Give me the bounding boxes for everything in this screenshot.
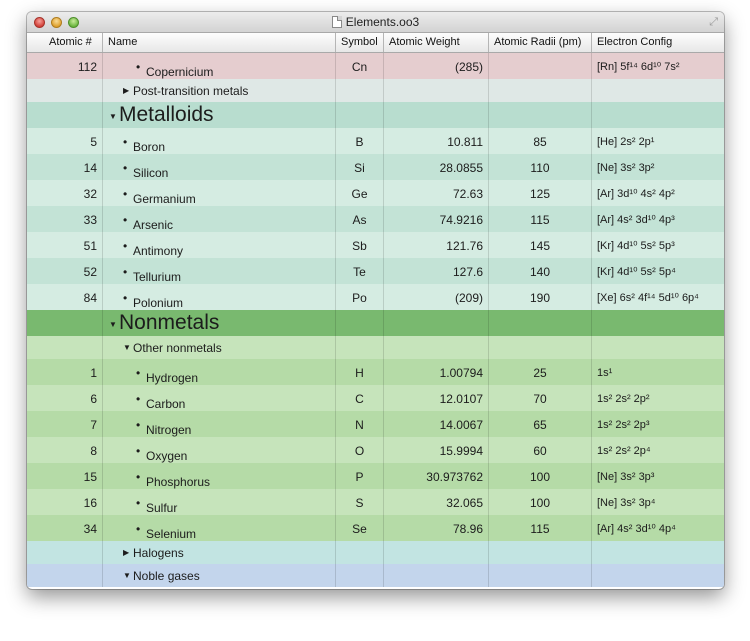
electron-config-cell[interactable]: [Ar] 3d¹⁰ 4s² 4p² xyxy=(597,188,675,200)
name-cell[interactable] xyxy=(103,463,336,489)
column-header-atomic-radii[interactable]: Atomic Radii (pm) xyxy=(489,33,592,52)
atomic-radii-cell[interactable] xyxy=(489,102,592,128)
group-row[interactable] xyxy=(27,79,724,102)
symbol-cell[interactable]: Te xyxy=(336,258,384,284)
atomic-number-cell[interactable]: 51 xyxy=(27,232,103,258)
atomic-weight-cell[interactable]: 12.0107 xyxy=(384,385,489,411)
atomic-radii-cell[interactable]: 85 xyxy=(489,128,592,154)
row-name-text: Selenium xyxy=(146,527,197,541)
atomic-weight-cell[interactable]: 74.9216 xyxy=(384,206,489,232)
row-bullet-icon: • xyxy=(123,161,128,175)
symbol-cell[interactable]: O xyxy=(336,437,384,463)
row-name-text: Tellurium xyxy=(133,270,182,284)
row-bullet-icon: • xyxy=(123,135,128,149)
electron-config-cell[interactable]: [Rn] 5f¹⁴ 6d¹⁰ 7s² xyxy=(597,61,680,73)
name-cell[interactable] xyxy=(103,541,336,564)
atomic-weight-cell[interactable]: 78.96 xyxy=(384,515,489,541)
disclosure-triangle-expanded-icon[interactable]: ▼ xyxy=(109,112,117,121)
atomic-radii-cell[interactable]: 65 xyxy=(489,411,592,437)
name-cell[interactable] xyxy=(103,336,336,359)
electron-config-cell[interactable]: 1s² 2s² 2p⁴ xyxy=(597,445,651,457)
electron-config-cell[interactable]: 1s² 2s² 2p³ xyxy=(597,419,650,431)
electron-config-cell[interactable]: 1s² 2s² 2p² xyxy=(597,393,650,405)
element-row[interactable] xyxy=(27,359,724,385)
name-cell[interactable] xyxy=(103,53,336,79)
disclosure-triangle-collapsed-icon[interactable]: ▶ xyxy=(123,548,130,557)
disclosure-triangle-expanded-icon[interactable]: ▼ xyxy=(123,343,131,352)
row-bullet-icon: • xyxy=(136,444,141,458)
symbol-cell[interactable]: H xyxy=(336,359,384,385)
atomic-number-cell[interactable]: 32 xyxy=(27,180,103,206)
column-header-name[interactable]: Name xyxy=(103,33,336,52)
atomic-radii-cell[interactable]: 140 xyxy=(489,258,592,284)
name-cell[interactable] xyxy=(103,206,336,232)
element-row[interactable] xyxy=(27,180,724,206)
atomic-number-cell[interactable]: 15 xyxy=(27,463,103,489)
atomic-weight-cell[interactable]: 32.065 xyxy=(384,489,489,515)
row-bullet-icon: • xyxy=(136,392,141,406)
atomic-weight-cell[interactable]: 28.0855 xyxy=(384,154,489,180)
name-cell[interactable] xyxy=(103,154,336,180)
outliner-window xyxy=(27,12,724,589)
symbol-cell[interactable]: N xyxy=(336,411,384,437)
atomic-radii-cell[interactable]: 110 xyxy=(489,154,592,180)
title-bar xyxy=(27,12,724,33)
name-cell[interactable] xyxy=(103,515,336,541)
name-cell[interactable] xyxy=(103,180,336,206)
atomic-weight-cell[interactable] xyxy=(384,79,489,102)
row-name-text: Phosphorus xyxy=(146,475,211,489)
row-name-text: Antimony xyxy=(133,244,184,258)
atomic-radii-cell[interactable] xyxy=(489,310,592,336)
element-row[interactable] xyxy=(27,154,724,180)
row-name-text: Germanium xyxy=(133,192,196,206)
atomic-weight-cell[interactable] xyxy=(384,310,489,336)
row-bullet-icon: • xyxy=(123,239,128,253)
element-row[interactable] xyxy=(27,258,724,284)
atomic-radii-cell[interactable]: 100 xyxy=(489,489,592,515)
row-name-text: Post-transition metals xyxy=(133,84,249,98)
symbol-cell[interactable]: B xyxy=(336,128,384,154)
atomic-number-cell[interactable]: 84 xyxy=(27,284,103,310)
atomic-number-cell[interactable]: 16 xyxy=(27,489,103,515)
atomic-radii-cell[interactable]: 145 xyxy=(489,232,592,258)
atomic-radii-cell[interactable]: 115 xyxy=(489,515,592,541)
group-row[interactable] xyxy=(27,541,724,564)
electron-config-cell[interactable] xyxy=(592,79,724,102)
name-cell[interactable] xyxy=(103,102,336,128)
atomic-number-cell[interactable]: 8 xyxy=(27,437,103,463)
electron-config-cell[interactable]: [Kr] 4d¹⁰ 5s² 5p³ xyxy=(597,240,675,252)
name-cell[interactable] xyxy=(103,258,336,284)
electron-config-cell[interactable]: [Ar] 4s² 3d¹⁰ 4p⁴ xyxy=(597,523,676,535)
disclosure-triangle-expanded-icon[interactable]: ▼ xyxy=(109,320,117,329)
symbol-cell[interactable]: Se xyxy=(336,515,384,541)
row-bullet-icon: • xyxy=(136,522,141,536)
category-row[interactable] xyxy=(27,310,724,336)
name-cell[interactable] xyxy=(103,128,336,154)
name-cell[interactable] xyxy=(103,232,336,258)
row-bullet-icon: • xyxy=(136,470,141,484)
name-cell[interactable] xyxy=(103,411,336,437)
atomic-number-cell[interactable]: 52 xyxy=(27,258,103,284)
atomic-weight-cell[interactable]: 14.0067 xyxy=(384,411,489,437)
atomic-number-cell[interactable]: 1 xyxy=(27,359,103,385)
electron-config-cell[interactable]: [Ne] 3s² 3p² xyxy=(597,162,655,174)
symbol-cell[interactable] xyxy=(336,541,384,564)
element-row[interactable] xyxy=(27,489,724,515)
symbol-cell[interactable]: Po xyxy=(336,284,384,310)
row-name-text: Sulfur xyxy=(146,501,178,515)
atomic-weight-cell[interactable]: 72.63 xyxy=(384,180,489,206)
row-name-text: Silicon xyxy=(133,166,169,180)
atomic-number-cell[interactable]: 14 xyxy=(27,154,103,180)
window-title-area xyxy=(27,15,724,29)
column-header-bar xyxy=(27,33,724,53)
atomic-weight-cell[interactable] xyxy=(384,102,489,128)
document-icon xyxy=(332,16,342,28)
row-bullet-icon: • xyxy=(123,291,128,305)
group-row[interactable] xyxy=(27,564,724,587)
atomic-radii-cell[interactable] xyxy=(489,564,592,587)
electron-config-cell[interactable]: [Ar] 4s² 3d¹⁰ 4p³ xyxy=(597,214,675,226)
element-row[interactable] xyxy=(27,284,724,310)
name-cell[interactable] xyxy=(103,284,336,310)
category-row[interactable] xyxy=(27,102,724,128)
symbol-cell[interactable]: Sb xyxy=(336,232,384,258)
atomic-number-cell[interactable]: 5 xyxy=(27,128,103,154)
atomic-weight-cell[interactable]: 10.811 xyxy=(384,128,489,154)
atomic-number-cell[interactable]: 34 xyxy=(27,515,103,541)
column-header-atomic-weight[interactable]: Atomic Weight xyxy=(384,33,489,52)
symbol-cell[interactable] xyxy=(336,102,384,128)
element-row[interactable] xyxy=(27,515,724,541)
element-row[interactable] xyxy=(27,53,724,79)
column-header-electron-config[interactable]: Electron Config xyxy=(597,36,673,48)
symbol-cell[interactable]: S xyxy=(336,489,384,515)
element-row[interactable] xyxy=(27,206,724,232)
symbol-cell[interactable] xyxy=(336,310,384,336)
atomic-radii-cell[interactable] xyxy=(489,336,592,359)
electron-config-cell[interactable]: [He] 2s² 2p¹ xyxy=(597,136,655,148)
row-name-text: Nonmetals xyxy=(119,311,220,334)
row-name-text: Carbon xyxy=(146,397,186,411)
window-title: Elements.oo3 xyxy=(345,15,420,29)
atomic-weight-cell[interactable]: 15.9994 xyxy=(384,437,489,463)
disclosure-triangle-expanded-icon[interactable]: ▼ xyxy=(123,571,131,580)
row-name-text: Hydrogen xyxy=(146,371,199,385)
name-cell[interactable] xyxy=(103,79,336,102)
row-bullet-icon: • xyxy=(136,496,141,510)
atomic-weight-cell[interactable]: 30.973762 xyxy=(384,463,489,489)
atomic-number-cell[interactable] xyxy=(27,79,103,102)
row-name-text: Copernicium xyxy=(146,65,214,79)
electron-config-cell[interactable]: 1s¹ xyxy=(597,367,613,379)
atomic-weight-cell[interactable]: (285) xyxy=(384,53,489,79)
atomic-radii-cell[interactable]: 25 xyxy=(489,359,592,385)
atomic-radii-cell[interactable]: 100 xyxy=(489,463,592,489)
symbol-cell[interactable]: Cn xyxy=(336,53,384,79)
row-name-text: Other nonmetals xyxy=(133,341,222,355)
atomic-radii-cell[interactable]: 60 xyxy=(489,437,592,463)
electron-config-cell[interactable] xyxy=(592,336,724,359)
atomic-number-cell[interactable]: 112 xyxy=(27,53,103,79)
row-name-text: Halogens xyxy=(133,546,184,560)
electron-config-cell[interactable] xyxy=(592,310,724,336)
electron-config-cell[interactable] xyxy=(592,102,724,128)
electron-config-cell[interactable] xyxy=(592,541,724,564)
electron-config-cell[interactable]: [Ne] 3s² 3p³ xyxy=(597,471,655,483)
atomic-weight-cell[interactable]: 121.76 xyxy=(384,232,489,258)
row-bullet-icon: • xyxy=(123,187,128,201)
name-cell[interactable] xyxy=(103,359,336,385)
atomic-radii-cell[interactable]: 70 xyxy=(489,385,592,411)
element-row[interactable] xyxy=(27,128,724,154)
atomic-weight-cell[interactable]: (209) xyxy=(384,284,489,310)
symbol-cell[interactable]: Ge xyxy=(336,180,384,206)
atomic-weight-cell[interactable] xyxy=(384,564,489,587)
column-header-symbol[interactable]: Symbol xyxy=(336,33,384,52)
element-row[interactable] xyxy=(27,232,724,258)
row-bullet-icon: • xyxy=(136,418,141,432)
atomic-radii-cell[interactable]: 190 xyxy=(489,284,592,310)
element-row[interactable] xyxy=(27,385,724,411)
row-name-text: Boron xyxy=(133,140,166,154)
electron-config-cell[interactable]: [Ne] 3s² 3p⁴ xyxy=(597,497,656,509)
row-name-text: Oxygen xyxy=(146,449,188,463)
symbol-cell[interactable]: C xyxy=(336,385,384,411)
row-name-text: Nitrogen xyxy=(146,423,192,437)
element-row[interactable] xyxy=(27,463,724,489)
disclosure-triangle-collapsed-icon[interactable]: ▶ xyxy=(123,86,130,95)
atomic-number-cell[interactable] xyxy=(27,564,103,587)
symbol-cell[interactable] xyxy=(336,79,384,102)
symbol-cell[interactable] xyxy=(336,564,384,587)
atomic-number-cell[interactable] xyxy=(27,102,103,128)
atomic-radii-cell[interactable]: 115 xyxy=(489,206,592,232)
row-name-text: Arsenic xyxy=(133,218,174,232)
atomic-radii-cell[interactable]: 125 xyxy=(489,180,592,206)
symbol-cell[interactable]: As xyxy=(336,206,384,232)
atomic-number-cell[interactable]: 6 xyxy=(27,385,103,411)
atomic-number-cell[interactable] xyxy=(27,310,103,336)
atomic-number-cell[interactable]: 7 xyxy=(27,411,103,437)
element-row[interactable] xyxy=(27,437,724,463)
name-cell[interactable] xyxy=(103,310,336,336)
electron-config-cell[interactable]: [Xe] 6s² 4f¹⁴ 5d¹⁰ 6p⁴ xyxy=(597,292,699,304)
electron-config-cell[interactable]: [Kr] 4d¹⁰ 5s² 5p⁴ xyxy=(597,266,676,278)
name-cell[interactable] xyxy=(103,564,336,587)
atomic-radii-cell[interactable] xyxy=(489,79,592,102)
name-cell[interactable] xyxy=(103,385,336,411)
row-name-text: Polonium xyxy=(133,296,184,310)
atomic-weight-cell[interactable] xyxy=(384,336,489,359)
row-bullet-icon: • xyxy=(123,265,128,279)
atomic-radii-cell[interactable] xyxy=(489,53,592,79)
symbol-cell[interactable]: P xyxy=(336,463,384,489)
fullscreen-arrows-icon[interactable]: ⤢ xyxy=(709,16,718,28)
atomic-weight-cell[interactable]: 127.6 xyxy=(384,258,489,284)
atomic-number-cell[interactable]: 33 xyxy=(27,206,103,232)
electron-config-cell[interactable] xyxy=(592,564,724,587)
atomic-radii-cell[interactable] xyxy=(489,541,592,564)
row-name-text: Metalloids xyxy=(119,103,214,126)
symbol-cell[interactable] xyxy=(336,336,384,359)
row-bullet-icon: • xyxy=(136,366,141,380)
row-name-text: Noble gases xyxy=(133,569,200,583)
symbol-cell[interactable]: Si xyxy=(336,154,384,180)
atomic-weight-cell[interactable]: 1.00794 xyxy=(384,359,489,385)
atomic-weight-cell[interactable] xyxy=(384,541,489,564)
row-bullet-icon: • xyxy=(136,60,141,74)
name-cell[interactable] xyxy=(103,489,336,515)
name-cell[interactable] xyxy=(103,437,336,463)
group-row[interactable] xyxy=(27,336,724,359)
atomic-number-cell[interactable] xyxy=(27,336,103,359)
row-bullet-icon: • xyxy=(123,213,128,227)
column-header-atomic-number[interactable]: Atomic # xyxy=(27,33,103,52)
element-row[interactable] xyxy=(27,411,724,437)
atomic-number-cell[interactable] xyxy=(27,541,103,564)
